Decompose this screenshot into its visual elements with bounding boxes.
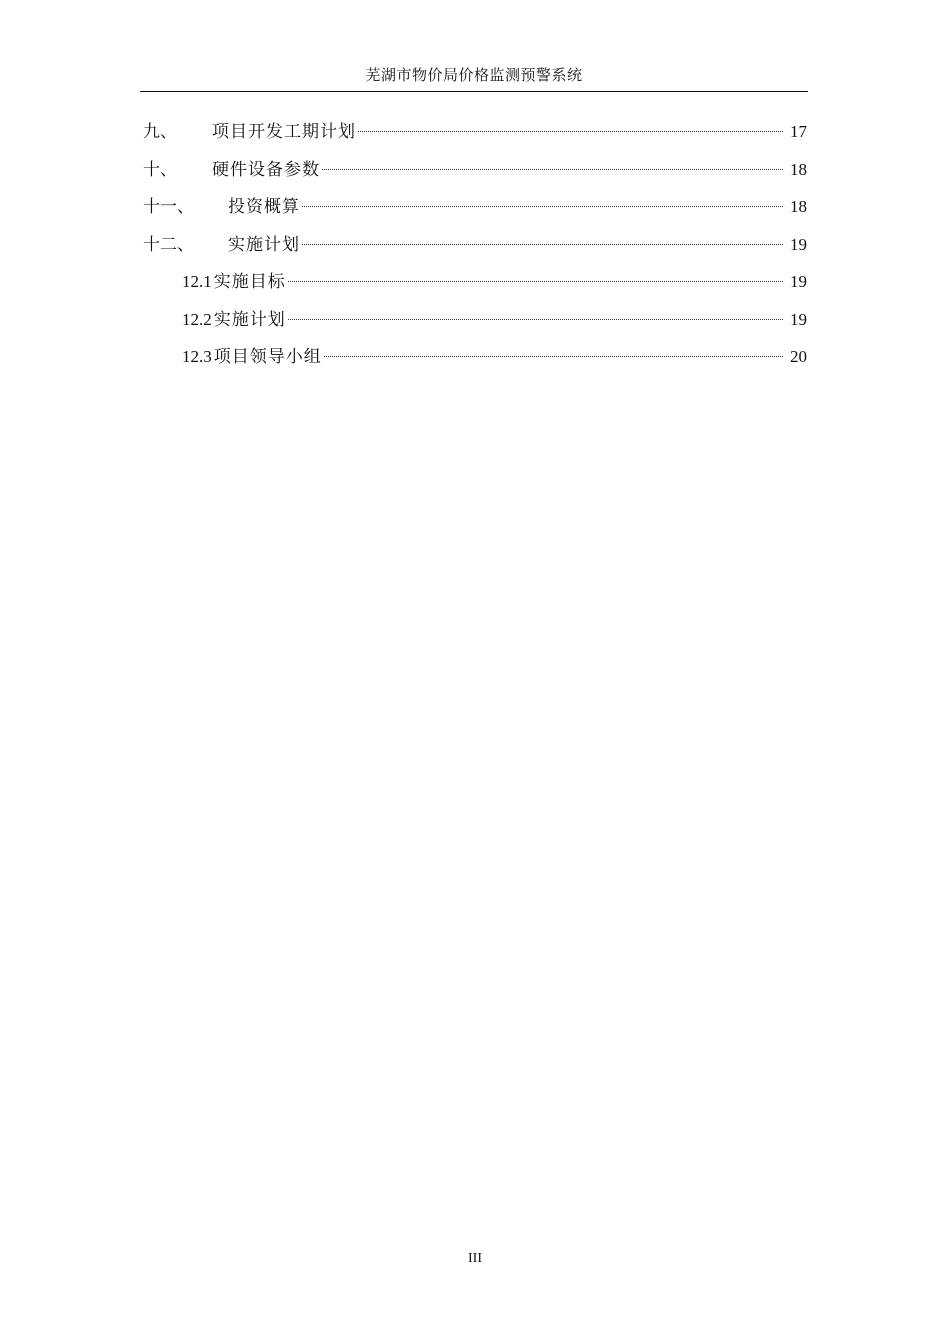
toc-entry-title: 实施计划 — [213, 309, 286, 329]
toc-entry[interactable] — [143, 231, 807, 269]
toc-subentry[interactable] — [143, 306, 807, 344]
toc-entry-title: 项目领导小组 — [213, 347, 322, 366]
header-divider — [140, 91, 808, 92]
toc-dot-leader — [324, 356, 783, 357]
toc-entry-title: 实施计划 — [228, 234, 300, 254]
toc-dot-leader — [358, 131, 783, 132]
toc-entry-number: 12.1 — [182, 272, 212, 291]
toc-entry-page: 20 — [790, 347, 807, 366]
toc-entry-page: 18 — [790, 159, 807, 179]
toc-dot-leader — [302, 244, 783, 245]
toc-dot-leader — [322, 169, 783, 170]
footer-page-number: III — [468, 1251, 482, 1266]
toc-entry-number: 12.2 — [182, 309, 212, 329]
toc-entry-number: 十二、 — [143, 234, 194, 254]
toc-entry[interactable] — [143, 156, 807, 194]
toc-dot-leader — [302, 206, 783, 207]
running-header-title: 芜湖市物价局价格监测预警系统 — [365, 68, 583, 84]
toc-entry-number: 九、 — [143, 122, 177, 141]
toc-entry-number: 十、 — [143, 159, 177, 179]
toc-subentry[interactable] — [143, 343, 807, 381]
toc-dot-leader — [288, 319, 783, 320]
table-of-contents — [143, 118, 807, 381]
toc-entry-number: 十一、 — [143, 197, 194, 216]
toc-entry-title: 实施目标 — [213, 272, 286, 291]
toc-entry-page: 19 — [790, 272, 807, 291]
toc-entry-title: 硬件设备参数 — [212, 159, 320, 179]
toc-subentry[interactable] — [143, 268, 807, 306]
toc-entry[interactable] — [143, 193, 807, 231]
toc-entry-page: 19 — [790, 309, 807, 329]
toc-entry[interactable] — [143, 118, 807, 156]
toc-entry-page: 17 — [790, 122, 807, 141]
toc-dot-leader — [288, 281, 783, 282]
toc-entry-title: 投资概算 — [228, 197, 300, 216]
toc-entry-page: 18 — [790, 197, 807, 216]
toc-entry-number: 12.3 — [182, 347, 212, 366]
toc-entry-title: 项目开发工期计划 — [212, 122, 356, 141]
toc-entry-page: 19 — [790, 234, 807, 254]
